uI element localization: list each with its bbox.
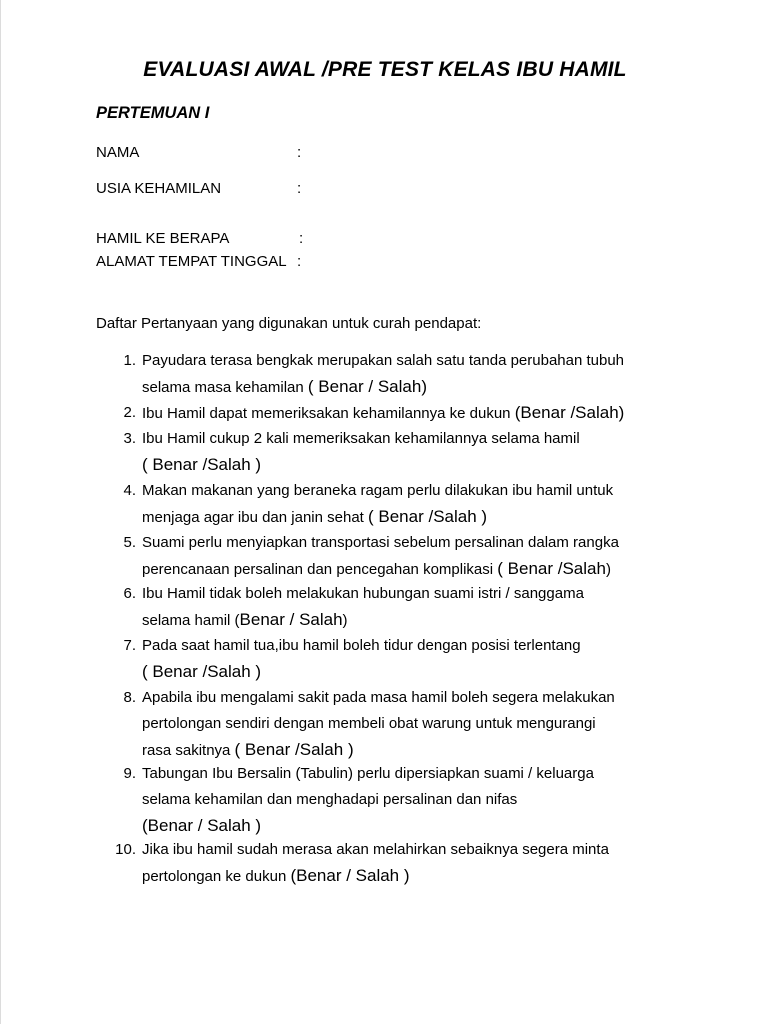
field-alamat-colon: : (297, 253, 302, 270)
answer-options: ( Benar /Salah ) (234, 740, 354, 759)
question-line: pertolongan ke dukun (Benar / Salah ) (142, 866, 410, 885)
question-number: 10. (115, 841, 136, 858)
question-line: perencanaan persalinan dan pencegahan komplikasi ( Benar /Salah) (142, 559, 611, 578)
answer-options: ( Benar /Salah ) (142, 662, 262, 681)
question-text (142, 426, 722, 479)
answer-options: (Benar /Salah) (514, 403, 625, 422)
question-line: selama masa kehamilan ( Benar / Salah) (142, 377, 427, 396)
question-text (142, 348, 722, 401)
question-line: Makan makanan yang beraneka ragam perlu dilakukan ibu hamil untuk (142, 482, 614, 499)
question-number: 1. (123, 352, 136, 369)
questions-intro: Daftar Pertanyaan yang digunakan untuk curah pendapat: (96, 315, 482, 332)
question-number: 2. (123, 404, 136, 421)
document-title: EVALUASI AWAL /PRE TEST KELAS IBU HAMIL (143, 58, 627, 81)
answer-options: (Benar / Salah ) (142, 816, 262, 835)
question-text (142, 837, 722, 890)
question-line: selama kehamilan dan menghadapi persalinan dan nifas (142, 791, 518, 808)
answer-options: ( Benar /Salah (497, 559, 606, 578)
question-number: 8. (123, 689, 136, 706)
answer-options: Benar / Salah (239, 610, 343, 629)
field-usia-kehamilan-colon: : (297, 180, 302, 197)
field-hamil-ke-label: HAMIL KE BERAPA (96, 230, 230, 247)
field-nama-colon: : (297, 144, 302, 161)
question-text (142, 685, 722, 764)
question-line (142, 452, 722, 479)
meeting-subtitle: PERTEMUAN I (96, 104, 210, 122)
answer-options: ( Benar / Salah) (307, 377, 427, 396)
answer-options: ( Benar /Salah ) (368, 507, 488, 526)
question-text (142, 530, 722, 583)
question-line: menjaga agar ibu dan janin sehat ( Benar /Salah ) (142, 507, 488, 526)
question-text (142, 581, 722, 634)
question-line (142, 659, 722, 686)
field-nama-label: NAMA (96, 144, 140, 161)
field-usia-kehamilan-label: USIA KEHAMILAN (96, 180, 222, 197)
question-line: Pada saat hamil tua,ibu hamil boleh tidur dengan posisi terlentang (142, 637, 581, 654)
question-line: pertolongan sendiri dengan membeli obat warung untuk mengurangi (142, 715, 596, 732)
question-line: Ibu Hamil dapat memeriksakan kehamilannya ke dukun (Benar /Salah) (142, 403, 625, 422)
question-number: 3. (123, 430, 136, 447)
question-text (142, 400, 722, 427)
question-line (142, 813, 722, 840)
question-line: selama hamil (Benar / Salah) (142, 610, 348, 629)
field-alamat-label: ALAMAT TEMPAT TINGGAL (96, 253, 287, 270)
question-line: Apabila ibu mengalami sakit pada masa hamil boleh segera melakukan (142, 689, 615, 706)
answer-options: (Benar / Salah ) (290, 866, 410, 885)
question-text (142, 633, 722, 686)
question-number: 6. (123, 585, 136, 602)
question-line: Ibu Hamil cukup 2 kali memeriksakan kehamilannya selama hamil (142, 430, 580, 447)
question-number: 5. (123, 534, 136, 551)
question-number: 7. (123, 637, 136, 654)
question-text (142, 478, 722, 531)
field-hamil-ke-colon: : (299, 230, 304, 247)
answer-options: ( Benar /Salah ) (142, 455, 262, 474)
question-line: rasa sakitnya ( Benar /Salah ) (142, 740, 354, 759)
question-line: Ibu Hamil tidak boleh melakukan hubungan suami istri / sanggama (142, 585, 584, 602)
question-line: Payudara terasa bengkak merupakan salah satu tanda perubahan tubuh (142, 352, 625, 369)
question-line: Suami perlu menyiapkan transportasi sebelum persalinan dalam rangka (142, 534, 619, 551)
question-line: Jika ibu hamil sudah merasa akan melahirkan sebaiknya segera minta (142, 841, 609, 858)
question-text (142, 761, 722, 840)
question-number: 4. (123, 482, 136, 499)
question-number: 9. (123, 765, 136, 782)
question-line: Tabungan Ibu Bersalin (Tabulin) perlu dipersiapkan suami / keluarga (142, 765, 594, 782)
